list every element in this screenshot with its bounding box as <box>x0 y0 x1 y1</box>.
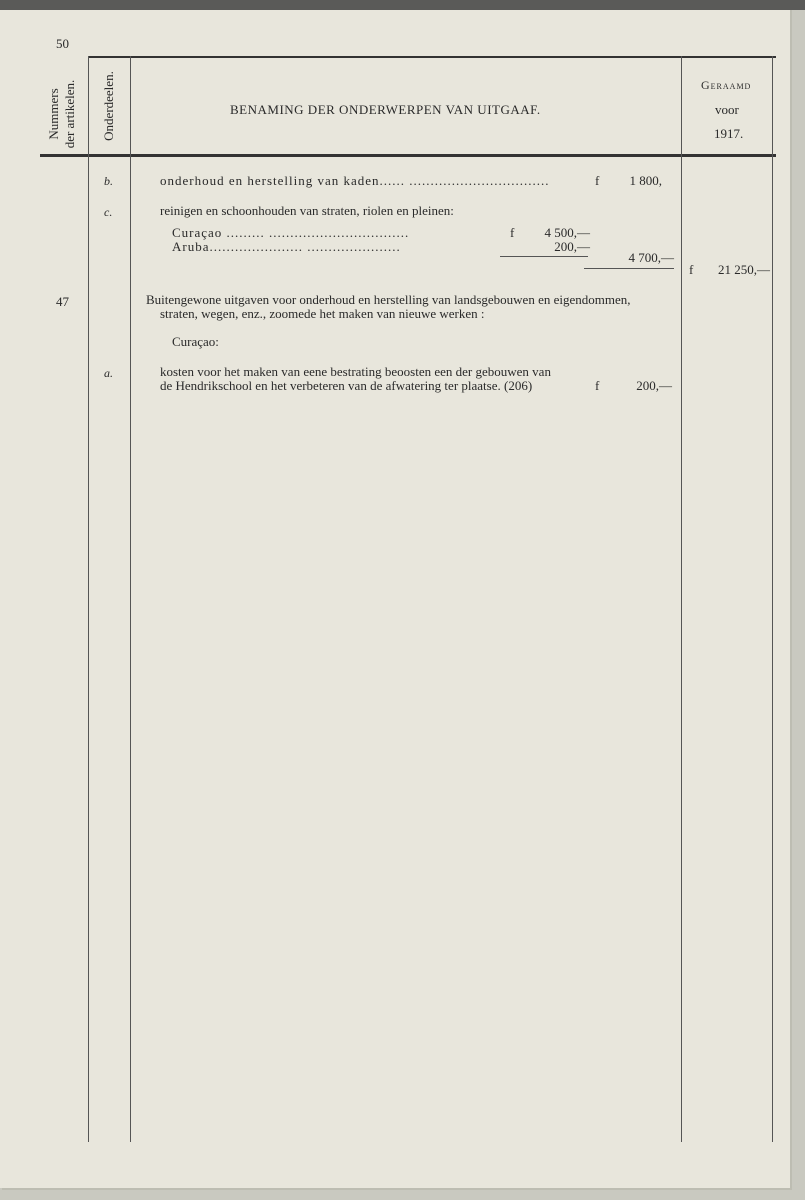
row-curacao-text: Curaçao ......... ................................. <box>172 225 410 240</box>
row-c-subtotal: 4 700,— <box>628 250 674 265</box>
article-47-line2: straten, wegen, enz., zoomede het maken van nieuwe werken : <box>160 306 485 321</box>
row-a-label: a. <box>104 366 113 380</box>
total-rule <box>584 268 674 269</box>
header-geraamd: Geraamd <box>701 78 752 92</box>
subtotal-rule <box>500 256 588 257</box>
row-c-label: c. <box>104 205 113 219</box>
row-aruba-text: Aruba...................... ...................... <box>172 239 401 254</box>
column-divider-4 <box>772 56 773 1142</box>
scan-top-edge <box>0 0 805 10</box>
row-a-currency: f <box>595 378 600 393</box>
row-a-amount: 200,— <box>636 378 672 393</box>
total-currency: f <box>689 262 694 277</box>
header-benaming: BENAMING DER ONDERWERPEN VAN UITGAAF. <box>230 102 541 117</box>
header-top-rule <box>88 56 776 58</box>
total-amount: 21 250,— <box>718 262 770 277</box>
row-aruba-amount: 200,— <box>554 239 590 254</box>
page-number: 50 <box>56 36 69 51</box>
row-curacao-amount: 4 500,— <box>544 225 590 240</box>
header-nummers <box>46 64 78 164</box>
header-voor: voor <box>715 102 739 117</box>
row-a-line2: de Hendrikschool en het verbeteren van de afwatering ter plaatse. (206) <box>160 378 533 393</box>
row-b-text: onderhoud en herstelling van kaden...... ................................. <box>160 173 550 188</box>
header-bottom-rule <box>40 154 776 157</box>
curacao-heading: Curaçao: <box>172 334 219 349</box>
row-b-currency: f <box>595 173 600 188</box>
row-b-amount: 1 800, <box>629 173 662 188</box>
header-nummers-line2: der artikelen. <box>62 79 77 149</box>
row-curacao-currency: f <box>510 225 515 240</box>
column-divider-2 <box>130 56 131 1142</box>
header-nummers-line1: Nummers <box>46 88 61 140</box>
row-b-label: b. <box>104 174 113 188</box>
header-year: 1917. <box>714 126 744 141</box>
article-47-line1: Buitengewone uitgaven voor onderhoud en herstelling van landsgebouwen en eigendommen, <box>146 292 631 307</box>
column-divider-3 <box>681 56 682 1142</box>
article-47-number: 47 <box>56 294 69 309</box>
column-divider-1 <box>88 56 89 1142</box>
row-a-line1: kosten voor het maken van eene bestrating beoosten een der gebouwen van <box>160 364 551 379</box>
header-onderdeelen: Onderdeelen. <box>101 71 116 141</box>
row-c-text: reinigen en schoonhouden van straten, riolen en pleinen: <box>160 203 454 218</box>
